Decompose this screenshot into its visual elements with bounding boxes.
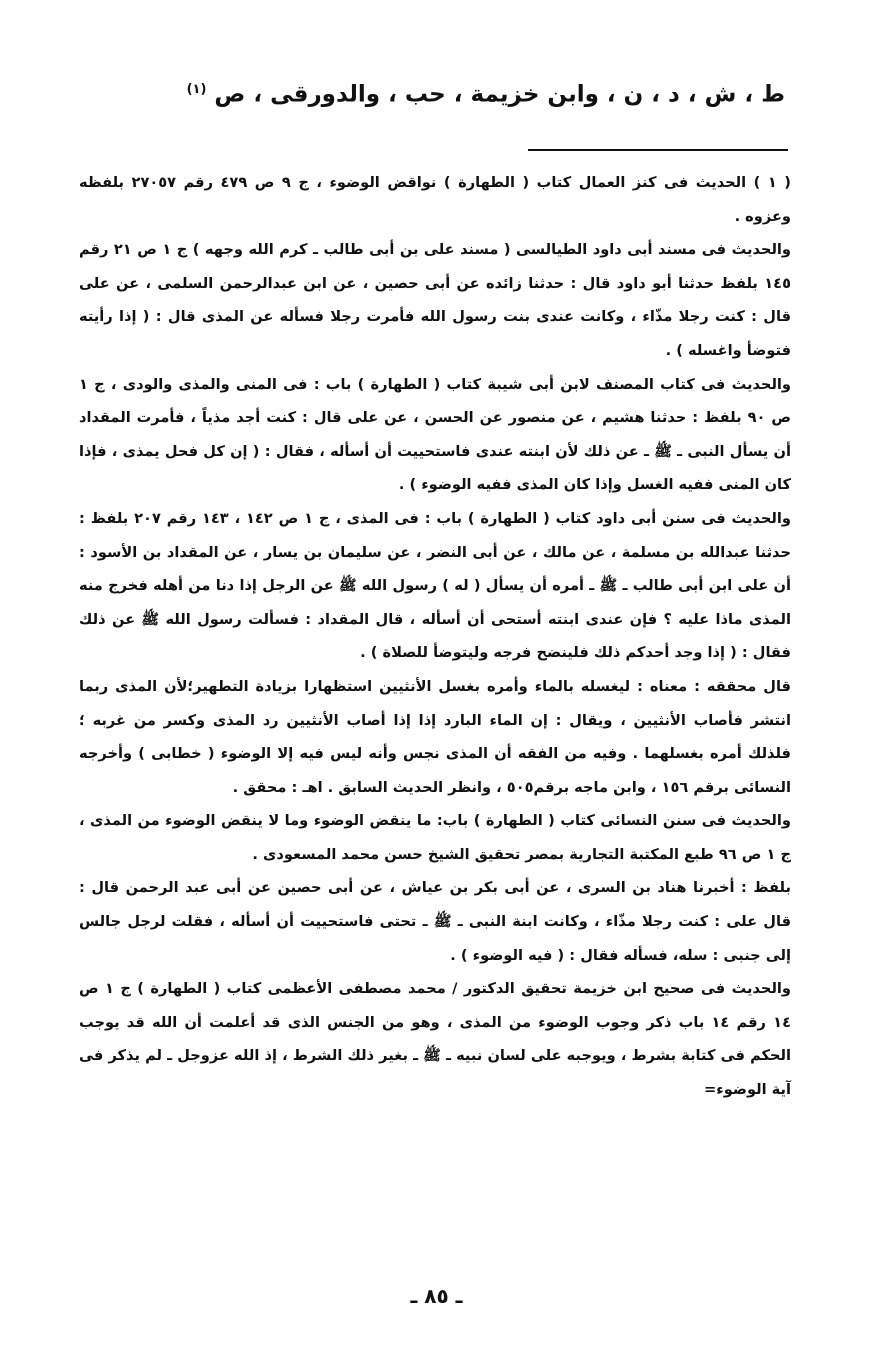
footnote-editor-commentary: قال محققه : معناه : ليغسله بالماء وأمره بغسل الأنثيين استظهارا بزيادة التطهير؛لأن المذى ربما انتشر فأصاب الأنثيين ، ويقال : إن الماء البارد إذا إذا أصاب الأنثيين رد المذى وكسر من غربه ؛ فلذلك أمره بغسلهما . وفيه من الفقه أن المذى نجس وأنه ليس فيه إلا الوضوء ( خطابى ) وأخرجه النسائى برقم ١٥٦ ، وابن ماجه برقم٥٠٥ ، وانظر الحديث السابق . اهـ : محقق . [79,677,791,796]
footnotes-block [79,166,791,1107]
page-number: ـ ٨٥ ـ [410,1284,463,1308]
footnote-sunan-abi-dawud: والحديث فى سنن أبى داود كتاب ( الطهارة ) باب : فى المذى ، ج ١ ص ١٤٢ ، ١٤٣ رقم ٢٠٧ بلفظ : حدثنا عبدالله بن مسلمة ، عن مالك ، عن أبى النضر ، عن سليمان بن يسار ، عن المقداد بن الأسود : أن على ابن أبى طالب ـ ﷺ ـ أمره أن يسأل ( له ) رسول الله ﷺ عن الرجل إذا دنا من أهله فخرج منه المذى ماذا عليه ؟ فإن عندى ابنته أستحى أن أسأله ، قال المقداد : فسألت رسول الله ﷺ عن ذلك فقال : ( إذا وجد أحدكم ذلك فلينضح فرجه وليتوضأ للصلاة ) . [79,509,791,662]
footnote-sunan-nasai: والحديث فى سنن النسائى كتاب ( الطهارة ) باب: ما ينقض الوضوء وما لا ينقض الوضوء من المذى ، ج ١ ص ٩٦ طبع المكتبة التجارية بمصر تحقيق الشيخ حسن محمد المسعودى . [79,812,791,863]
footnote-musnad-tayalisi: والحديث فى مسند أبى داود الطيالسى ( مسند على بن أبى طالب ـ كرم الله وجهه ) ج ١ ص ٢١ رقم ١٤٥ بلفظ حدثنا أبو داود قال : حدثنا زائده عن أبى حصين ، عن ابن عبدالرحمن السلمى ، عن على قال : كنت رجلا مذّاء ، وكانت عندى بنت رسول الله فأمرت رجلا فسأله عن المذى قال : ( إذا رأيته فتوضأ واغسله ) . [79,241,792,359]
sources-text: ط ، ش ، د ، ن ، وابن خزيمة ، حب ، والدورقى ، ص [214,81,785,108]
footnote-marker: (١) [186,82,207,97]
hadith-sources-line [186,70,785,115]
footnote-kanz-al-ummal: ( ١ ) الحديث فى كنز العمال كتاب ( الطهارة ) نواقض الوضوء ، ج ٩ ص ٤٧٩ رقم ٢٧٠٥٧ بلفظه وعزوه . [79,174,791,225]
footnote-sahih-ibn-khuzaymah: والحديث فى صحيح ابن خزيمة تحقيق الدكتور / محمد مصطفى الأعظمى كتاب ( الطهارة ) ج ١ ص ١٤ رقم ١٤ باب ذكر وجوب الوضوء من المذى ، وهو من الجنس الذى قد أعلمت أن الله قد يوجب الحكم فى كتابة بشرط ، ويوجبه على لسان نبيه ـ ﷺ ـ بغير ذلك الشرط ، إذ الله عزوجل ـ لم يذكر فى آية الوضوء= [79,980,792,1099]
footnote-separator [528,149,788,151]
footnote-nasai-wording: بلفظ : أخبرنا هناد بن السرى ، عن أبى بكر بن عياش ، عن أبى حصين عن أبى عبد الرحمن قال : قال على : كنت رجلا مذّاء ، وكانت ابنة النبى ـ ﷺ ـ تحتى فاستحييت أن أسأله ، فقلت لرجل جالس إلى جنبى : سله، فسأله فقال : ( فيه الوضوء ) . [79,879,791,964]
footnote-musannaf-ibn-abi-shaybah: والحديث فى كتاب المصنف لابن أبى شيبة كتاب ( الطهارة ) باب : فى المنى والمذى والودى ، ج ١ ص ٩٠ بلفظ : حدثنا هشيم ، عن منصور عن الحسن ، عن على قال : كنت أجد مذياً ، فأمرت المقداد أن يسأل النبى ـ ﷺ ـ عن ذلك لأن ابنته عندى فاستحييت أن أسأله ، فقال : ( إن كل فحل يمذى ، فإذا كان المنى ففيه الغسل وإذا كان المذى ففيه الوضوء ) . [79,375,791,494]
